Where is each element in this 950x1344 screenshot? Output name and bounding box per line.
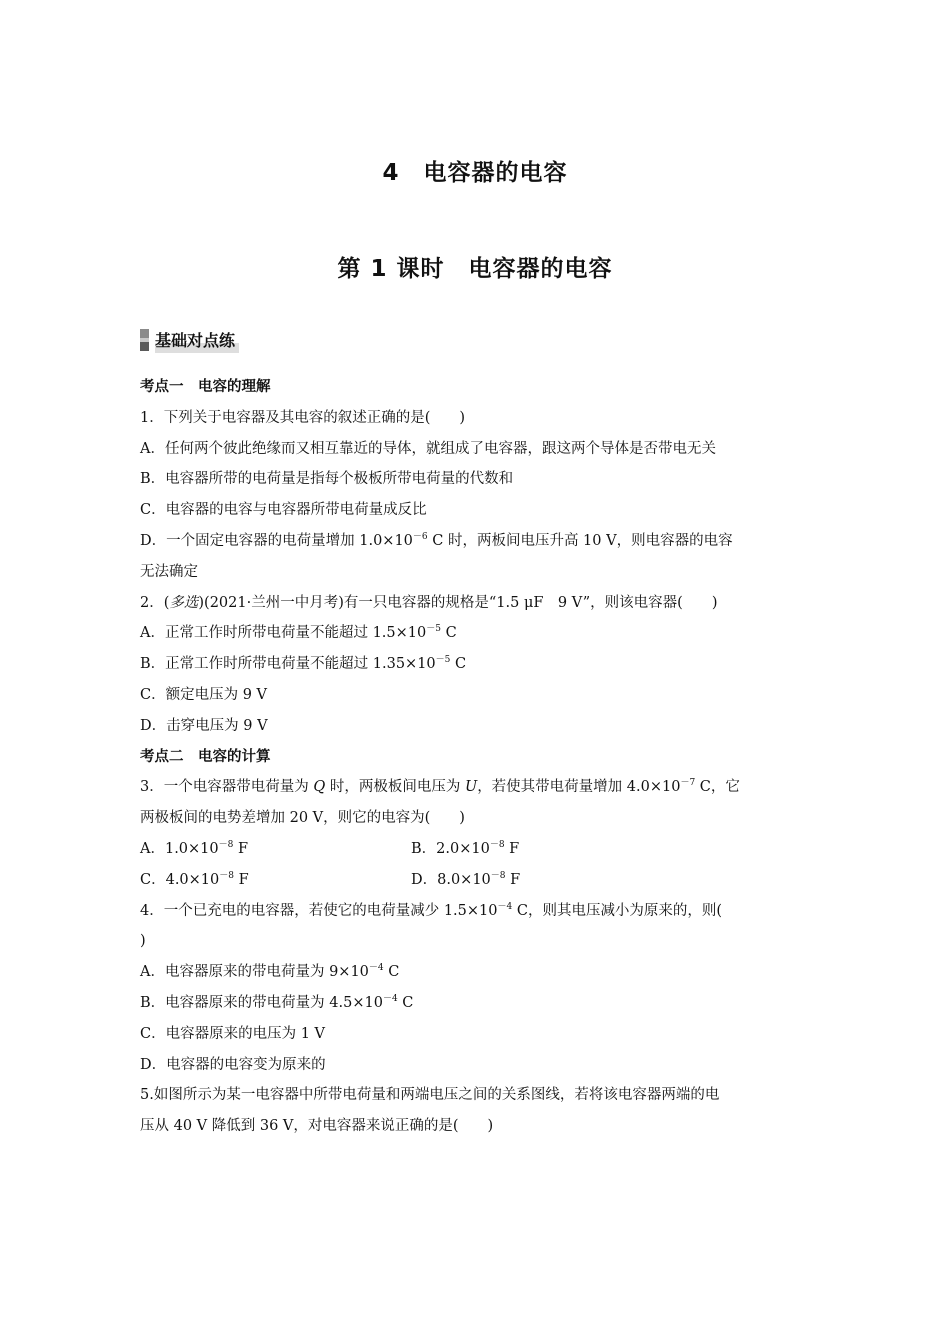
question-3-options-row (140, 834, 812, 865)
text-span: 2．( (140, 594, 170, 611)
text-span: C (383, 964, 400, 981)
text-span: 3．一个电容器带电荷量为 (140, 779, 314, 796)
text-span: F (234, 871, 249, 888)
section-marker-icon (140, 329, 149, 351)
text-span: C (397, 994, 414, 1011)
question-1-option-d (140, 526, 812, 557)
text-span: F (505, 871, 521, 888)
question-4-option-a (140, 957, 812, 988)
question-2-stem (140, 588, 812, 619)
multi-select-tag: 多选 (169, 594, 199, 611)
question-1-stem: 1．下列关于电容器及其电容的叙述正确的是( ) (140, 409, 466, 426)
text-span: 时，两极板间电压为 (325, 779, 465, 796)
text-span: C (450, 656, 467, 673)
text-span: C (440, 625, 457, 642)
text-span: F (504, 840, 520, 857)
question-1-option-d-continued: 无法确定 (140, 563, 198, 580)
topic-heading: 考点二 电容的计算 (140, 748, 271, 765)
text-span: C．4.0×10 (140, 871, 220, 888)
text-span: F (233, 840, 249, 857)
text-span: B．正常工作时所带电荷量不能超过 1.35×10 (140, 656, 436, 673)
text-span: B．2.0×10 (411, 840, 490, 857)
section-header (140, 328, 239, 352)
lesson-title: 第 1 课时 电容器的电容 (337, 256, 613, 282)
exponent: －4 (497, 901, 513, 912)
exponent: －8 (219, 870, 234, 881)
text-span: C，则其电压减小为原来的，则( (512, 902, 723, 919)
section-label: 基础对点练 (155, 328, 239, 353)
question-2-option-c: C．额定电压为 9 V (140, 686, 268, 703)
topic-heading: 考点一 电容的理解 (140, 379, 271, 395)
question-3-option-c (140, 865, 411, 896)
exponent: －7 (680, 778, 696, 789)
text-span: ，若使其带电荷量增加 4.0×10 (477, 779, 681, 796)
text-span: C，它 (695, 779, 740, 796)
question-4-option-c: C．电容器原来的电压为 1 V (140, 1025, 326, 1042)
chapter-title: 4 电容器的电容 (382, 160, 568, 186)
question-2-option-b (140, 649, 812, 680)
question-4-stem-continued: ) (140, 933, 146, 950)
text-span: A．正常工作时所带电荷量不能超过 1.5×10 (140, 625, 427, 642)
question-4-stem (140, 896, 812, 927)
text-span: 4．一个已充电的电容器，若使它的电荷量减少 1.5×10 (140, 902, 498, 919)
text-span: D．一个固定电容器的电荷量增加 1.0×10 (140, 532, 413, 549)
variable-q: Q (313, 779, 326, 796)
question-2-option-a (140, 618, 812, 649)
question-4-option-d: D．电容器的电容变为原来的 (140, 1056, 326, 1073)
question-2-option-d: D．击穿电压为 9 V (140, 717, 268, 734)
question-3-stem (140, 772, 812, 803)
question-3-options-row (140, 865, 812, 896)
exponent: －5 (435, 655, 451, 666)
text-span: C 时，两板间电压升高 10 V，则电容器的电容 (427, 532, 733, 549)
exponent: －4 (382, 993, 398, 1004)
question-5-stem: 5.如图所示为某一电容器中所带电荷量和两端电压之间的关系图线，若将该电容器两端的电 (140, 1087, 720, 1104)
exponent: －6 (412, 531, 428, 542)
question-3-stem-continued: 两极板间的电势差增加 20 V，则它的电容为( ) (140, 810, 465, 827)
exponent: －8 (489, 839, 505, 850)
exponent: －5 (426, 624, 441, 635)
question-1-option-a: A．任何两个彼此绝缘而又相互靠近的导体，就组成了电容器，跟这两个导体是否带电无关 (140, 440, 716, 457)
text-span: )(2021·兰州一中月考)有一只电容器的规格是“1.5 μF 9 V”，则该电容器( ) (198, 594, 718, 611)
question-5-stem-continued: 压从 40 V 降低到 36 V，对电容器来说正确的是( ) (140, 1118, 494, 1135)
text-span: D．8.0×10 (411, 871, 491, 888)
question-3-option-b (411, 834, 519, 865)
variable-u: U (464, 779, 478, 796)
question-1-option-c: C．电容器的电容与电容器所带电荷量成反比 (140, 502, 427, 519)
text-span: A．电容器原来的带电荷量为 9×10 (140, 964, 369, 981)
exponent: －8 (218, 839, 234, 850)
question-1-option-b: B．电容器所带的电荷量是指每个极板所带电荷量的代数和 (140, 471, 514, 488)
question-list (140, 372, 812, 1142)
question-3-option-d (411, 865, 520, 896)
exponent: －4 (368, 963, 384, 974)
exponent: －8 (490, 870, 506, 881)
question-3-option-a (140, 834, 411, 865)
text-span: A．1.0×10 (140, 840, 219, 857)
text-span: B．电容器原来的带电荷量为 4.5×10 (140, 994, 383, 1011)
question-4-option-b (140, 988, 812, 1019)
